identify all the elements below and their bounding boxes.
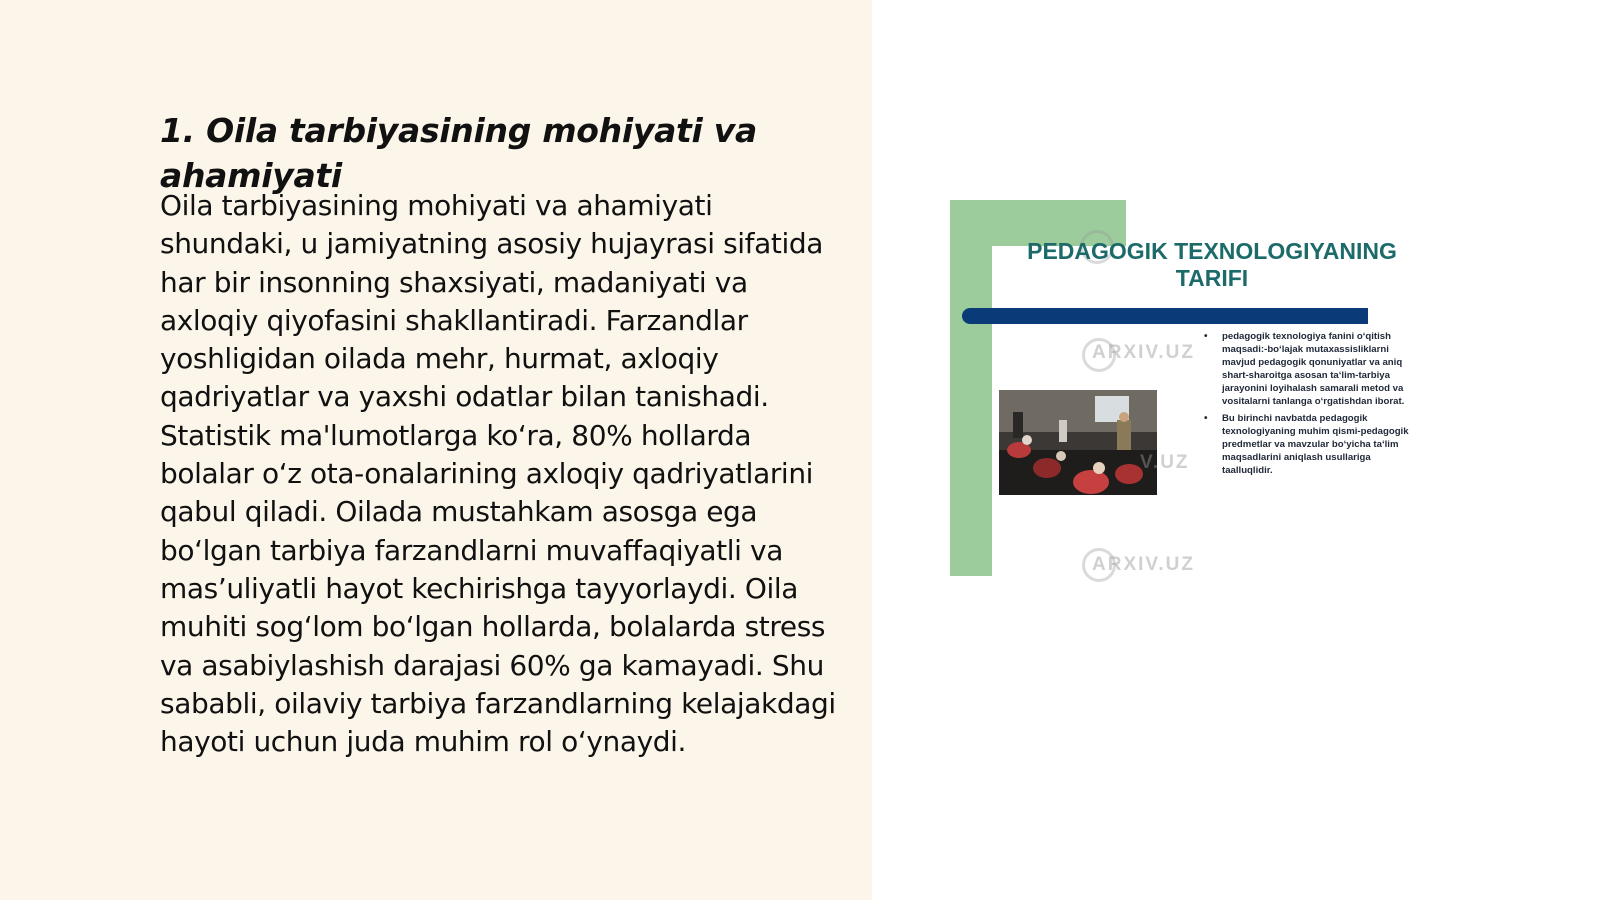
slide-title: 1. Oila tarbiyasining mohiyati va ahamiyati	[160, 111, 757, 195]
thumbnail-bullet-text: Bu birinchi navbatda pedagogik texnologiyaning muhim qismi-pedagogik predmetlar va mavzular bo‘yicha ta‘lim maqsadlarini aniqlash usullariga taalluqlidir.	[1222, 412, 1409, 476]
thumbnail-bullet	[1204, 412, 1416, 477]
classroom-photo-illustration	[999, 390, 1157, 495]
thumbnail-bullet	[1204, 330, 1416, 409]
watermark-text-partial: V.UZ	[1140, 452, 1190, 473]
bullet-icon: •	[1204, 412, 1208, 424]
classroom-photo	[999, 390, 1157, 495]
thumbnail-bullet-list	[1204, 330, 1416, 480]
thumbnail-title-bar	[962, 308, 1368, 324]
thumbnail-green-stripe	[950, 200, 992, 576]
watermark-text: ARXIV.UZ	[1092, 342, 1195, 363]
thumbnail-title: PEDAGOGIK TEXNOLOGIYANING TARIFI	[1027, 238, 1397, 291]
embedded-slide-thumbnail	[950, 200, 1450, 576]
slide-body-text: Oila tarbiyasining mohiyati va ahamiyati shundaki, u jamiyatning asosiy hujayrasi sifatida har bir insonning shaxsiyati, madaniyati va axloqiy qiyofasini shakllantiradi. Farzandlar yoshligidan oilada mehr, hurmat, axloqiy qadriyatlar va yaxshi odatlar bilan tanishadi. Statistik ma'lumotlarga ko‘ra, 80% hollarda bolalar o‘z ota-onalarining axloqiy qadriyatlarini qabul qiladi. Oilada mustahkam asosga ega bo‘lgan tarbiya farzandlarni muvaffaqiyatli va mas’uliyatli hayot kechirishga tayyorlaydi. Oila muhiti sog‘lom bo‘lgan hollarda, bolalarda stress va asabiylashish darajasi 60% ga kamayadi. Shu sababli, oilaviy tarbiya farzandlarning kelajakdagi hayoti uchun juda muhim rol o‘ynaydi.	[160, 189, 836, 759]
bullet-icon: •	[1204, 331, 1208, 342]
watermark-text: ARXIV.UZ	[1092, 554, 1195, 575]
thumbnail-bullet-text: pedagogik texnologiya fanini o‘qitish maqsadi:-bo‘lajak mutaxassisliklarni mavjud pedagogik qonuniyatlar va aniq shart-sharoitga asosan ta‘lim-tarbiya jarayonini loyihalash samarali metod va vositalarni tanlanga o‘rgatishdan iborat.	[1222, 331, 1405, 408]
